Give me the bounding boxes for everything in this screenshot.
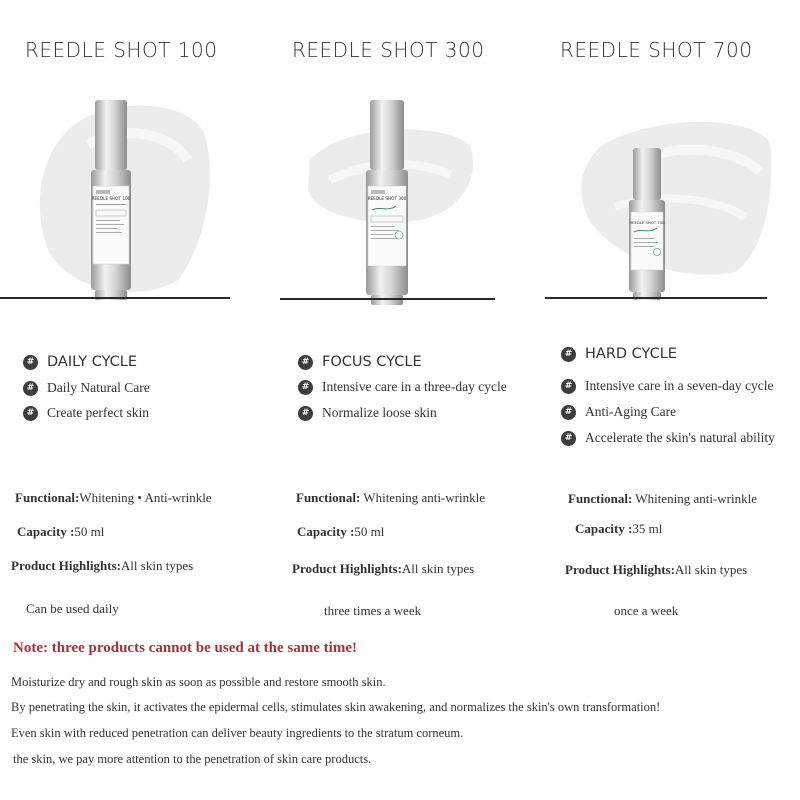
functional-spec: Functional: Whitening anti-wrinkle xyxy=(296,490,485,505)
hash-bullet-icon: # xyxy=(298,355,313,370)
description-line: Even skin with reduced penetration can deliver beauty ingredients to the stratum corneum. xyxy=(11,726,464,740)
usage-frequency: once a week xyxy=(614,603,679,618)
feature-item: # Intensive care in a three-day cycle xyxy=(298,379,507,395)
hash-bullet-icon: # xyxy=(298,380,313,395)
functional-spec: Functional: Whitening anti-wrinkle xyxy=(568,491,757,506)
cycle-heading: # HARD CYCLE xyxy=(561,346,677,362)
cycle-heading: # DAILY CYCLE xyxy=(23,354,137,370)
cream-swatch xyxy=(575,112,775,282)
hash-bullet-icon: # xyxy=(298,406,313,421)
highlights-spec: Product Highlights:All skin types xyxy=(292,561,475,576)
feature-item: # Intensive care in a seven-day cycle xyxy=(561,378,774,394)
bottle-label: REEDLE SHOT 300 xyxy=(367,196,407,201)
warning-note: Note: three products cannot be used at the same time! xyxy=(13,640,357,656)
feature-item: # Create perfect skin xyxy=(23,405,149,421)
capacity-spec: Capacity :50 ml xyxy=(17,524,105,539)
hash-bullet-icon: # xyxy=(561,405,576,420)
bottle-label: REEDLE SHOT 700 xyxy=(629,220,665,225)
usage-frequency: three times a week xyxy=(324,603,422,618)
product-title-300: REEDLE SHOT 300 xyxy=(292,38,485,62)
description-line: By penetrating the skin, it activates the epidermal cells, stimulates skin awakening, and normalizes the skin's own transformation! xyxy=(11,700,661,714)
bottle-100 xyxy=(91,100,131,300)
bottle-label: REEDLE SHOT 100 xyxy=(91,196,131,201)
cycle-heading: # FOCUS CYCLE xyxy=(298,354,422,370)
description-line: the skin, we pay more attention to the penetration of skin care products. xyxy=(13,752,372,766)
usage-frequency: Can be used daily xyxy=(26,601,119,616)
bottle-700 xyxy=(629,148,665,300)
hash-bullet-icon: # xyxy=(561,379,576,394)
highlights-spec: Product Highlights:All skin types xyxy=(565,562,748,577)
hash-bullet-icon: # xyxy=(561,347,576,362)
highlights-spec: Product Highlights:All skin types xyxy=(11,558,194,573)
feature-item: # Anti-Aging Care xyxy=(561,404,676,420)
product-floor-line xyxy=(545,297,767,299)
description-line: Moisturize dry and rough skin as soon as possible and restore smooth skin. xyxy=(11,675,386,689)
product-title-100: REEDLE SHOT 100 xyxy=(25,38,218,62)
capacity-spec: Capacity :50 ml xyxy=(297,524,385,539)
functional-spec: Functional:Whitening • Anti-wrinkle xyxy=(15,490,212,505)
bottle-300 xyxy=(366,100,408,305)
hash-bullet-icon: # xyxy=(23,406,38,421)
hash-bullet-icon: # xyxy=(23,381,38,396)
product-floor-line xyxy=(280,298,495,300)
product-floor-line xyxy=(0,297,230,299)
hash-bullet-icon: # xyxy=(561,431,576,446)
feature-item: # Accelerate the skin's natural ability xyxy=(561,430,775,446)
feature-item: # Normalize loose skin xyxy=(298,405,437,421)
feature-item: # Daily Natural Care xyxy=(23,380,150,396)
capacity-spec: Capacity :35 ml xyxy=(575,521,663,536)
product-title-700: REEDLE SHOT 700 xyxy=(560,38,753,62)
hash-bullet-icon: # xyxy=(23,355,38,370)
